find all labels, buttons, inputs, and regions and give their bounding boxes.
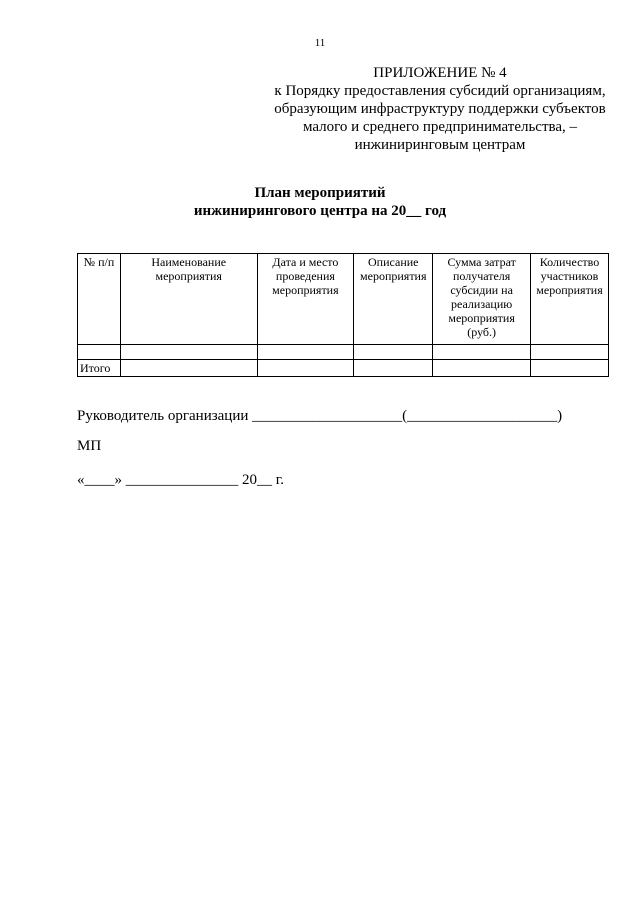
table-cell[interactable] (433, 345, 531, 360)
header-participants: Количество участников мероприятия (531, 254, 609, 345)
date-line: «____» _______________ 20__ г. (77, 472, 284, 488)
appendix-block (255, 64, 625, 154)
table-cell[interactable] (257, 345, 354, 360)
table-cell[interactable] (531, 360, 609, 377)
stamp-label: МП (77, 438, 102, 454)
signature-line: Руководитель организации ____________________(____________________) (77, 408, 563, 424)
plan-table (77, 253, 609, 377)
appendix-line: к Порядку предоставления субсидий организациям, (274, 83, 606, 99)
appendix-line: малого и среднего предпринимательства, – (302, 119, 578, 135)
header-date-place: Дата и место проведения мероприятия (257, 254, 354, 345)
table-cell[interactable] (78, 345, 121, 360)
header-number: № п/п (78, 254, 121, 345)
plan-title (0, 184, 640, 220)
table-row (78, 345, 609, 360)
plan-title-line: инжинирингового центра на 20__ год (193, 203, 447, 219)
appendix-line: образующим инфраструктуру поддержки субъектов (274, 101, 606, 117)
total-label: Итого (78, 360, 121, 377)
table-cell[interactable] (354, 345, 433, 360)
table-cell[interactable] (531, 345, 609, 360)
table-header-row (78, 254, 609, 345)
appendix-line: инжиниринговым центрам (354, 137, 526, 153)
header-cost: Сумма затрат получателя субсидии на реализацию мероприятия (руб.) (433, 254, 531, 345)
header-event-name: Наименование мероприятия (120, 254, 257, 345)
table-cell[interactable] (120, 345, 257, 360)
table-total-row (78, 360, 609, 377)
plan-title-line: План мероприятий (254, 185, 386, 201)
table-cell[interactable] (354, 360, 433, 377)
table-cell[interactable] (120, 360, 257, 377)
page-number: 11 (314, 37, 326, 49)
table-cell[interactable] (257, 360, 354, 377)
appendix-heading: ПРИЛОЖЕНИЕ № 4 (373, 65, 507, 81)
table-cell[interactable] (433, 360, 531, 377)
header-description: Описание мероприятия (354, 254, 433, 345)
